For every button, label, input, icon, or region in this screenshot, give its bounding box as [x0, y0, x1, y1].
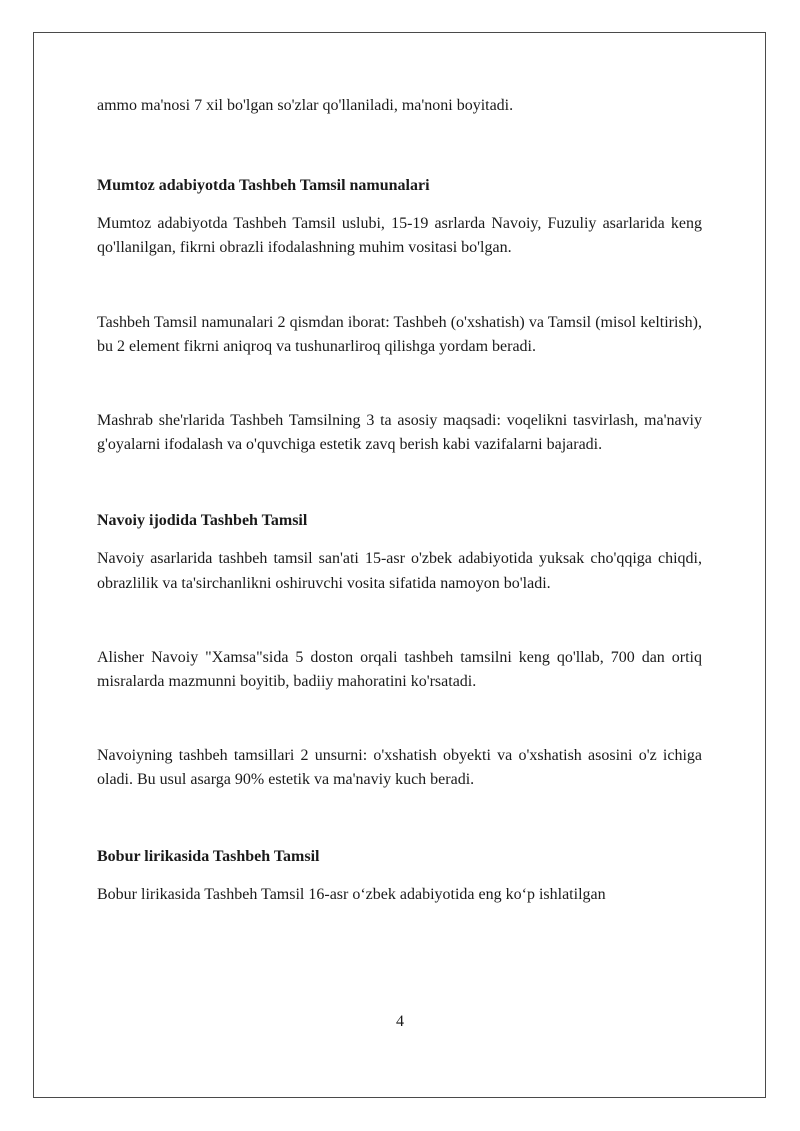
paragraph: Tashbeh Tamsil namunalari 2 qismdan iborat: Tashbeh (o'xshatish) va Tamsil (misol keltirish), bu 2 element fikrni aniqroq va tushunarliroq qilishga yordam beradi.: [97, 313, 702, 355]
paragraph: Navoiyning tashbeh tamsillari 2 unsurni: o'xshatish obyekti va o'xshatish asosini o'z ichiga oladi. Bu usul asarga 90% estetik va ma'naviy kuch beradi.: [97, 747, 702, 789]
section-heading: Navoiy ijodida Tashbeh Tamsil: [97, 512, 308, 530]
page-number: 4: [396, 1013, 404, 1030]
paragraph: ammo ma'nosi 7 xil bo'lgan so'zlar qo'llaniladi, ma'noni boyitadi.: [97, 97, 514, 114]
paragraph: Alisher Navoiy "Xamsa"sida 5 doston orqali tashbeh tamsilni keng qo'llab, 700 dan ortiq misralarda mazmunni boyitib, badiiy mahoratini ko'rsatadi.: [97, 648, 702, 691]
paragraph: Mumtoz adabiyotda Tashbeh Tamsil uslubi, 15-19 asrlarda Navoiy, Fuzuliy asarlarida keng qo'llanilgan, fikrni obrazli ifodalashning muhim vositasi bo'lgan.: [97, 215, 702, 257]
paragraph: Bobur lirikasida Tashbeh Tamsil 16-asr o‘zbek adabiyotida eng ko‘p ishlatilgan: [97, 885, 606, 903]
paragraph: Navoiy asarlarida tashbeh tamsil san'ati 15-asr o'zbek adabiyotida yuksak cho'qqiga chiqdi, obrazlilik va ta'sirchanlikni oshiruvchi vosita sifatida namoyon bo'ladi.: [97, 550, 702, 592]
section-heading: Mumtoz adabiyotda Tashbeh Tamsil namunalari: [97, 177, 430, 195]
section-heading: Bobur lirikasida Tashbeh Tamsil: [97, 847, 320, 865]
paragraph: Mashrab she'rlarida Tashbeh Tamsilning 3 ta asosiy maqsadi: voqelikni tasvirlash, ma'naviy g'oyalarni ifodalash va o'quvchiga estetik zavq berish kabi vazifalarni bajaradi.: [97, 412, 702, 454]
document-body: [97, 94, 702, 907]
